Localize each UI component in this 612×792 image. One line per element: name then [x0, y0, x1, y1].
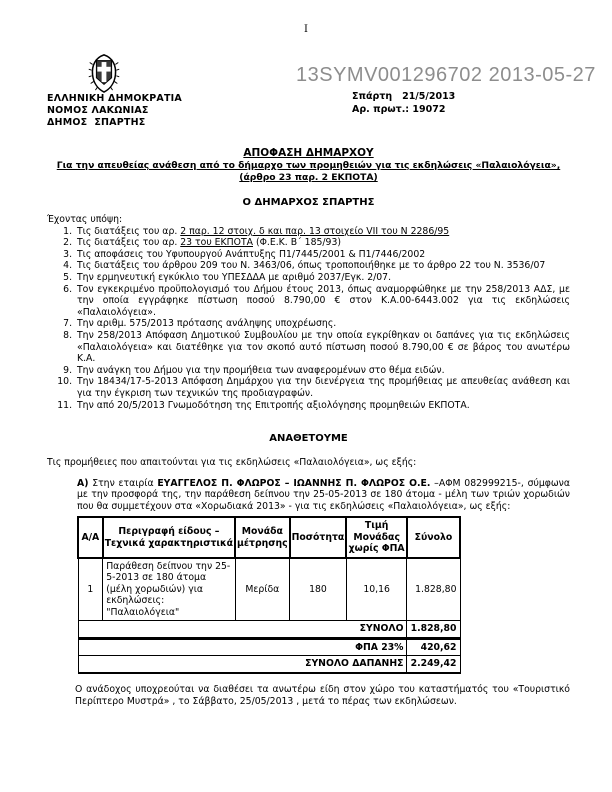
consideration-item: [75, 330, 570, 365]
grand-total-value: 2.249,42: [407, 656, 460, 673]
consideration-text: Την 258/2013 Απόφαση Δημοτικού Συμβουλίου με την οποία εγκρίθηκαν οι δαπάνες για τις εκδηλώσεις «Παλαιολόγεια» και διατέθηκε για τον σκοπό αυτό πίστωση ποσού 8.790,00 € σε βάρος του ανωτέρω Κ.Α.: [77, 329, 570, 365]
cell-quantity: 180: [290, 558, 347, 621]
decision-title: ΑΠΟΦΑΣΗ ΔΗΜΑΡΧΟΥ: [243, 147, 374, 159]
place-date: Σπάρτη 21/5/2013: [352, 91, 456, 102]
consideration-text: (Φ.Ε.Κ. Β΄ 185/93): [253, 237, 342, 249]
consideration-text: Την αριθμ. 575/2013 πρότασης ανάληψης υποχρέωσης.: [77, 318, 337, 330]
org-line-municipality: ΔΗΜΟΣ ΣΠΑΡΤΗΣ: [47, 117, 146, 128]
table-header-row: [78, 517, 460, 558]
considerations-list: [47, 226, 570, 412]
grand-total-label: ΣΥΝΟΛΟ ΔΑΠΑΝΗΣ: [78, 656, 407, 673]
award-heading: ΑΝΑΘΕΤΟΥΜΕ: [269, 433, 348, 445]
consideration-text: Τις αποφάσεις του Υφυπουργού Ανάπτυξης Π1/7445/2001 & Π1/7446/2002: [77, 248, 426, 260]
page-corner-mark: I: [304, 24, 308, 35]
consideration-item: [75, 365, 570, 377]
consideration-text: Τις διατάξεις του αρ.: [77, 237, 181, 249]
subtotal-label: ΣΥΝΟΛΟ: [78, 621, 407, 639]
org-line-republic: ΕΛΛΗΝΙΚΗ ΔΗΜΟΚΡΑΤΙΑ: [47, 93, 182, 104]
total-row-vat: [78, 638, 460, 656]
header-cell-aa: Α/Α: [78, 517, 103, 558]
decision-subtitle-line1: Για την απευθείας ανάθεση από το δήμαρχο των προμηθειών για τις εκδηλώσεις «Παλαιολόγεια»,: [56, 160, 561, 171]
title-block: [47, 147, 570, 184]
header-cell-description: Περιγραφή είδους – Τεχνικά χαρακτηριστικά: [103, 517, 235, 558]
consideration-item: [75, 284, 570, 319]
consideration-item: [75, 318, 570, 330]
consideration-item: [75, 272, 570, 284]
org-line-prefecture: ΝΟΜΟΣ ΛΑΚΩΝΙΑΣ: [47, 105, 149, 116]
registry-watermark: 13SYMV001296702 2013-05-27: [296, 64, 596, 86]
award-text: Στην εταιρία: [88, 477, 158, 489]
consideration-item: [75, 260, 570, 272]
date-protocol-block: [352, 90, 455, 116]
consideration-item: [75, 237, 570, 249]
consideration-text: Την ερμηνευτική εγκύκλιο του ΥΠΕΣΔΔΑ με αριθμό 2037/Εγκ. 2/07.: [77, 271, 392, 283]
consideration-item: [75, 226, 570, 238]
items-table: [77, 516, 461, 674]
consideration-item: [75, 249, 570, 261]
header-cell-unit: Μονάδα μέτρησης: [235, 517, 290, 558]
legal-reference: 23 του ΕΚΠΟΤΑ: [180, 237, 253, 249]
cell-unit: Μερίδα: [235, 558, 290, 621]
consideration-item: [75, 376, 570, 399]
consideration-text: Την ανάγκη του Δήμου για την προμήθεια των αναφερομένων στο θέμα ειδών.: [77, 364, 445, 376]
consideration-text: Την από 20/5/2013 Γνωμοδότηση της Επιτροπής αξιολόγησης προμηθειών ΕΚΠΟΤΑ.: [77, 399, 470, 411]
footer-note: Ο ανάδοχος υποχρεούται να διαθέσει τα ανωτέρω είδη στον χώρο του καταστήματός του «Τουριστικό Περίπτερο Μυστρά» , το Σάββατο, 25/05/2013 , μετά το πέρας των εκδηλώσεων.: [75, 683, 570, 707]
header-cell-unit-price: Τιμή Μονάδας χωρίς ΦΠΑ: [346, 517, 407, 558]
total-row-grand-total: [78, 656, 460, 673]
consideration-text: Την 18434/17-5-2013 Απόφαση Δημάρχου για την διενέργεια της προμήθειας με απευθείας ανάθεση και για την έγκριση των τεχνικών της προδιαγραφών.: [77, 376, 570, 399]
vat-value: 420,62: [407, 638, 460, 656]
vat-label: ΦΠΑ 23%: [78, 638, 407, 656]
contractor-name: ΕΥΑΓΓΕΛΟΣ Π. ΦΛΩΡΟΣ – ΙΩΑΝΝΗΣ Π. ΦΛΩΡΟΣ Ο.Ε.: [157, 477, 431, 489]
table-row: [78, 558, 460, 621]
subtotal-value: 1.828,80: [407, 621, 460, 639]
consideration-text: Τις διατάξεις του άρθρου 209 του Ν. 3463/06, όπως τροποποιήθηκε με το άρθρο 22 του Ν. 3536/07: [77, 260, 546, 272]
award-intro: Τις προμήθειες που απαιτούνται για τις εκδηλώσεις «Παλαιολόγεια», ως εξής:: [47, 457, 417, 469]
award-paragraph: [47, 478, 570, 513]
award-text: –ΑΦΜ 082999215-, σύμφωνα με την προσφορά της, την παράθεση δείπνου την 25-05-2013 σε 180 άτομα - μέλη των τριών χορωδιών που θα συμμετέχουν στα «Χορωδιακά 2013» - για τις εκδηλώσεις «Παλαιολόγεια», ως εξής:: [77, 477, 570, 512]
authority-title: Ο ΔΗΜΑΡΧΟΣ ΣΠΑΡΤΗΣ: [242, 197, 375, 208]
award-label: Α): [77, 477, 89, 489]
header-cell-quantity: Ποσότητα: [290, 517, 347, 558]
cell-total: 1.828,80: [407, 558, 460, 621]
cell-aa: 1: [78, 558, 103, 621]
cell-description: Παράθεση δείπνου την 25-5-2013 σε 180 άτομα (μέλη χορωδιών) για εκδηλώσεις: "Παλαιολόγεια": [103, 558, 235, 621]
consideration-text: Τις διατάξεις του αρ.: [77, 225, 181, 237]
greek-coat-of-arms-icon: [87, 53, 121, 93]
consideration-text: Τον εγκεκριμένο προϋπολογισμό του Δήμου έτους 2013, όπως αναμορφώθηκε με την 258/2013 ΑΔΣ, με την οποία εγγράφηκε πίστωση ποσού 8.790,00 € στον Κ.Α.00-6443.002 για τις εκδηλώσεις «Παλαιολόγεια».: [77, 283, 570, 318]
legal-reference: 2 παρ. 12 στοιχ. δ και παρ. 13 στοιχείο VII του Ν 2286/95: [180, 225, 450, 237]
header-cell-total: Σύνολο: [407, 517, 460, 558]
total-row-subtotal: [78, 621, 460, 639]
cell-unit-price: 10,16: [346, 558, 407, 621]
decision-subtitle-line2: (άρθρο 23 παρ. 2 ΕΚΠΟΤΑ): [239, 172, 378, 183]
consideration-item: [75, 400, 570, 412]
document-header: [47, 53, 596, 131]
protocol-number: Αρ. πρωτ.: 19072: [352, 104, 446, 115]
preamble-text: Έχοντας υπόψη:: [47, 214, 123, 225]
